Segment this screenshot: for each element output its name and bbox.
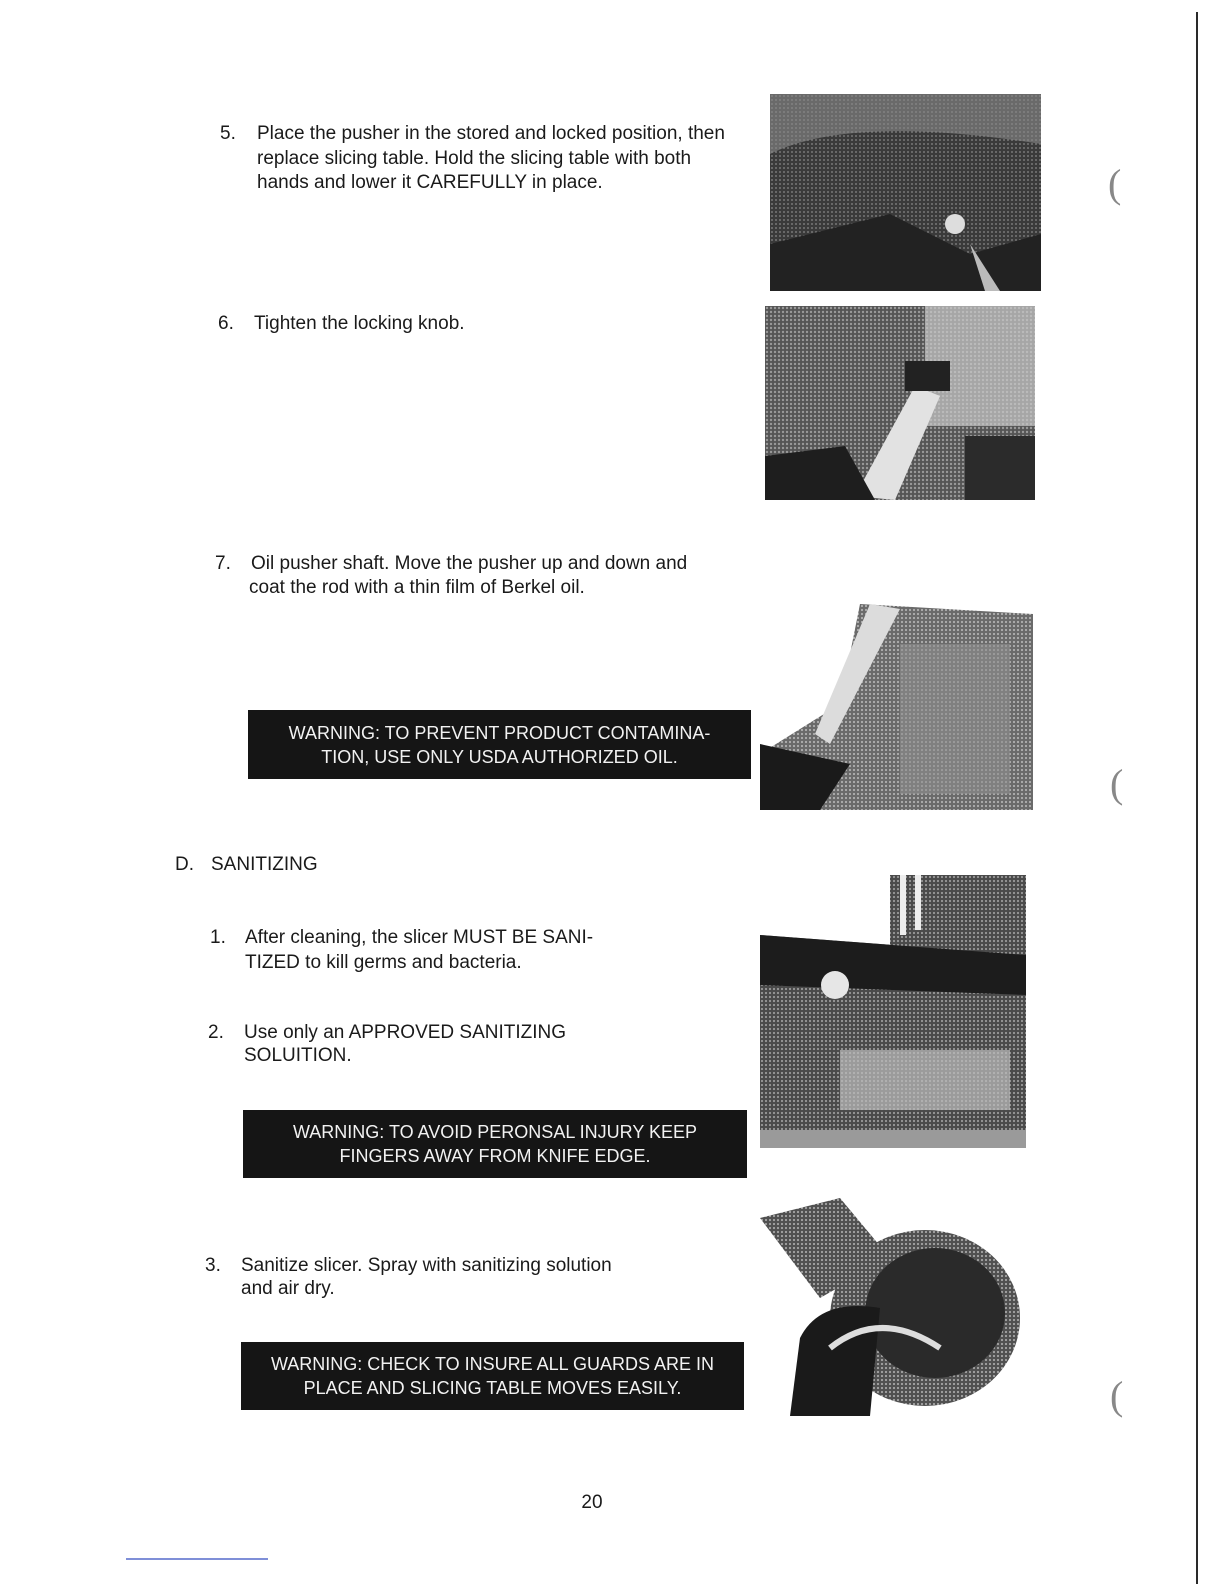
photo-guards-and-table bbox=[760, 1198, 1030, 1416]
step-number: 6. bbox=[218, 313, 234, 334]
warning-line: WARNING: TO AVOID PERONSAL INJURY KEEP bbox=[292, 1122, 698, 1142]
section-title: SANITIZING bbox=[211, 854, 318, 875]
photo-sanitizing-slicer bbox=[760, 875, 1026, 1148]
footer-rule bbox=[126, 1558, 268, 1560]
step-number: 3. bbox=[205, 1255, 221, 1276]
step-text-line: After cleaning, the slicer MUST BE SANI- bbox=[245, 927, 594, 948]
step-number: 2. bbox=[208, 1022, 224, 1043]
warning-line: WARNING: TO PREVENT PRODUCT CONTAMINA- bbox=[288, 722, 711, 743]
warning-box-oil bbox=[248, 710, 751, 779]
photo-slicing-table-replace bbox=[770, 94, 1041, 291]
margin-mark: ( bbox=[1108, 161, 1122, 206]
warning-line: PLACE AND SLICING TABLE MOVES EASILY. bbox=[303, 1378, 682, 1398]
step-text-line: SOLUITION. bbox=[244, 1045, 352, 1066]
step-text-line: TIZED to kill germs and bacteria. bbox=[245, 952, 522, 973]
step-text-line: Place the pusher in the stored and locked position, then bbox=[257, 123, 725, 144]
section-letter: D. bbox=[175, 854, 194, 875]
step-text-line: Oil pusher shaft. Move the pusher up and down and bbox=[251, 553, 688, 574]
step-number: 5. bbox=[220, 123, 236, 144]
warning-line: WARNING: CHECK TO INSURE ALL GUARDS ARE IN bbox=[270, 1354, 715, 1374]
step-text-line: hands and lower it CAREFULLY in place. bbox=[257, 172, 603, 193]
step-number: 7. bbox=[215, 553, 231, 574]
step-text-line: Tighten the locking knob. bbox=[254, 313, 465, 334]
photo-oil-pusher-shaft bbox=[760, 584, 1033, 810]
warning-box-knife bbox=[243, 1110, 747, 1178]
step-text-line: Sanitize slicer. Spray with sanitizing solution bbox=[241, 1255, 612, 1276]
warning-box-guards bbox=[241, 1342, 744, 1410]
step-text-line: coat the rod with a thin film of Berkel oil. bbox=[249, 577, 585, 598]
photo-locking-knob bbox=[765, 306, 1035, 500]
warning-line: FINGERS AWAY FROM KNIFE EDGE. bbox=[339, 1146, 651, 1166]
step-text-line: replace slicing table. Hold the slicing table with both bbox=[257, 148, 692, 169]
page-number: 20 bbox=[581, 1492, 603, 1513]
page-edge-rule bbox=[1196, 12, 1198, 1584]
warning-line: TION, USE ONLY USDA AUTHORIZED OIL. bbox=[321, 746, 678, 767]
step-number: 1. bbox=[210, 927, 226, 948]
step-text-line: and air dry. bbox=[241, 1278, 335, 1299]
step-text-line: Use only an APPROVED SANITIZING bbox=[244, 1022, 567, 1043]
margin-mark: ( bbox=[1110, 761, 1124, 806]
margin-mark: ( bbox=[1110, 1373, 1124, 1418]
